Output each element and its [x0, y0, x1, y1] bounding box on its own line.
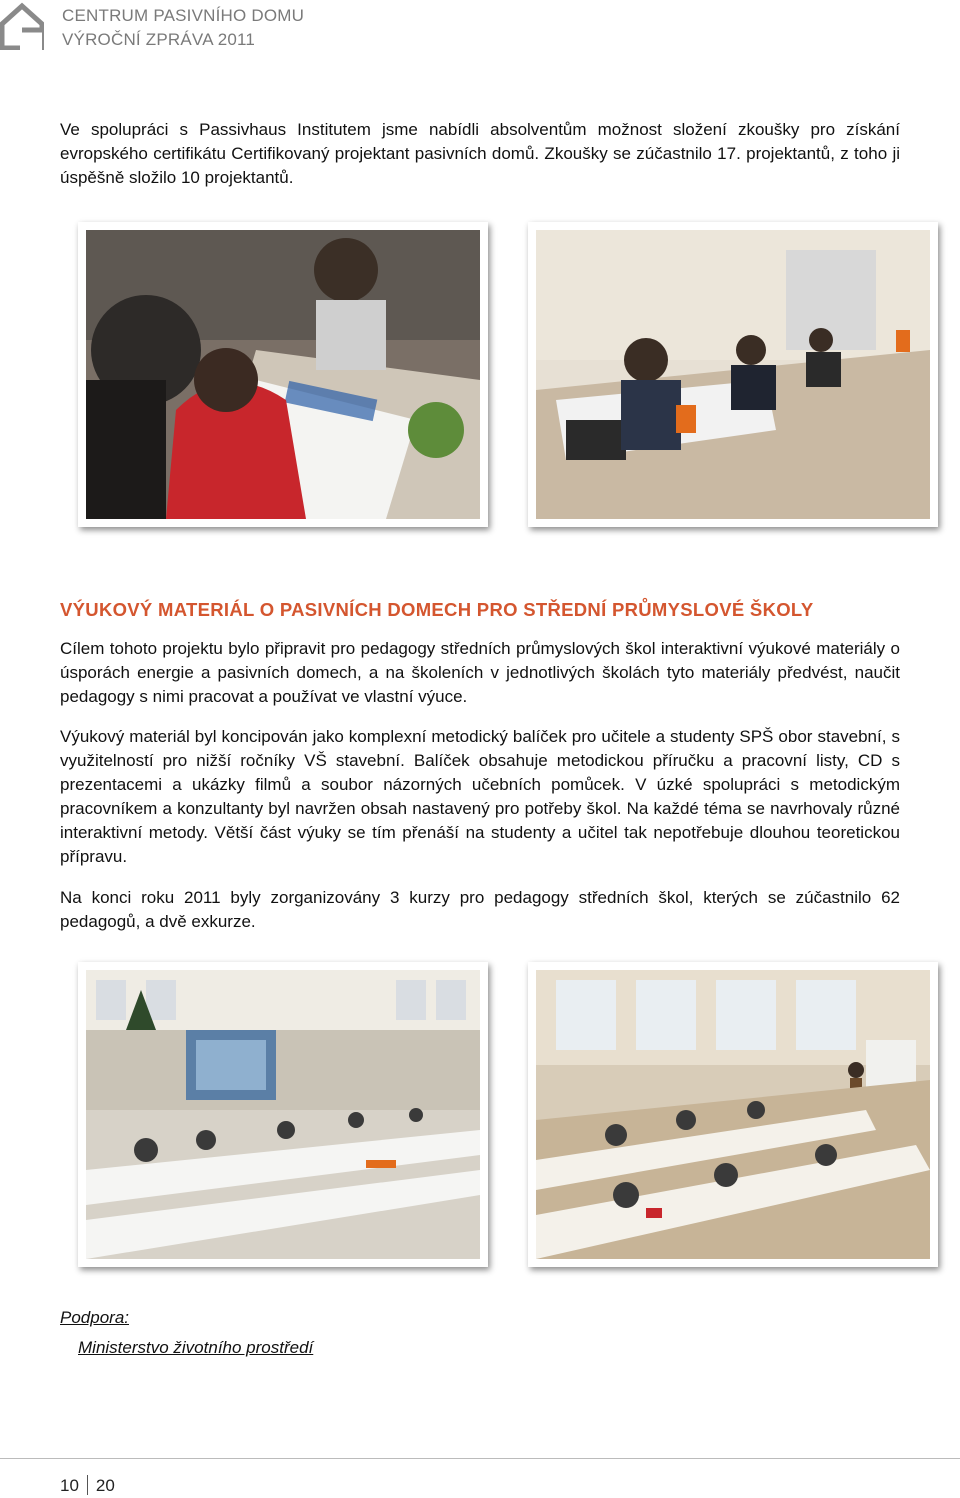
- section-paragraph-2: Výukový materiál byl koncipován jako komplexní metodický balíček pro učitele a studenty SPŠ obor stavební, s využitelností pro nižší ročníky VŠ stavební. Balíček obsahuje metodickou příručku a pracovní listy, CD s prezentacemi a ukázky filmů a soubor názorných učebních pomůcek. V úzké spolupráci s metodickým pracovníkem a konzultanty byl navržen obsah nastavený pro potřeby škol. Na každé téma se navrhovaly různé interaktivní metody. Větší část výuky se tím přenáší na studenty a učitel tak nepotřebuje dlouhou teoretickou přípravu.: [60, 727, 900, 866]
- photo-workshop-image: [86, 230, 480, 519]
- support-label: Podpora:: [60, 1308, 129, 1327]
- page-header: [0, 0, 960, 56]
- header-title: CENTRUM PASIVNÍHO DOMU: [62, 6, 305, 25]
- photo-classroom-laptops-image: [536, 230, 930, 519]
- header-subtitle: VÝROČNÍ ZPRÁVA 2011: [62, 30, 256, 49]
- photo-classroom-laptops: [528, 222, 938, 527]
- photo-seminar-room: [528, 962, 938, 1267]
- section-paragraph-3: Na konci roku 2011 byly zorganizovány 3 kurzy pro pedagogy středních škol, kterých se zúčastnilo 62 pedagogů, a dvě exkurze.: [60, 888, 900, 931]
- page-separator: [87, 1475, 88, 1495]
- page-current: 10: [60, 1476, 79, 1495]
- photo-lecture-hall: [78, 962, 488, 1267]
- photo-workshop: [78, 222, 488, 527]
- house-logo-icon: [0, 2, 44, 50]
- footer-rule: [0, 1458, 960, 1459]
- page-total: 20: [95, 1476, 115, 1495]
- support-name: Ministerstvo životního prostředí: [78, 1338, 314, 1357]
- section-title: VÝUKOVÝ MATERIÁL O PASIVNÍCH DOMECH PRO STŘEDNÍ PRŮMYSLOVÉ ŠKOLY: [60, 599, 814, 620]
- photo-lecture-hall-image: [86, 970, 480, 1259]
- section-paragraph-1: Cílem tohoto projektu bylo připravit pro pedagogy středních průmyslových škol interaktivní výukové materiály o úsporách energie a pasivních domech, a na školeních v jednotlivých školách tyto materiály předvést, naučit pedagogy s nimi pracovat a používat ve vlastní výuce.: [60, 639, 900, 706]
- photo-seminar-room-image: [536, 970, 930, 1259]
- intro-paragraph: Ve spolupráci s Passivhaus Institutem jsme nabídli absolventům možnost složení zkoušky pro získání evropského certifikátu Certifikovaný projektant pasivních domů. Zkoušky se zúčastnilo 17. projektantů, z toho ji úspěšně složilo 10 projektantů.: [60, 120, 900, 187]
- page-number: [60, 1475, 115, 1496]
